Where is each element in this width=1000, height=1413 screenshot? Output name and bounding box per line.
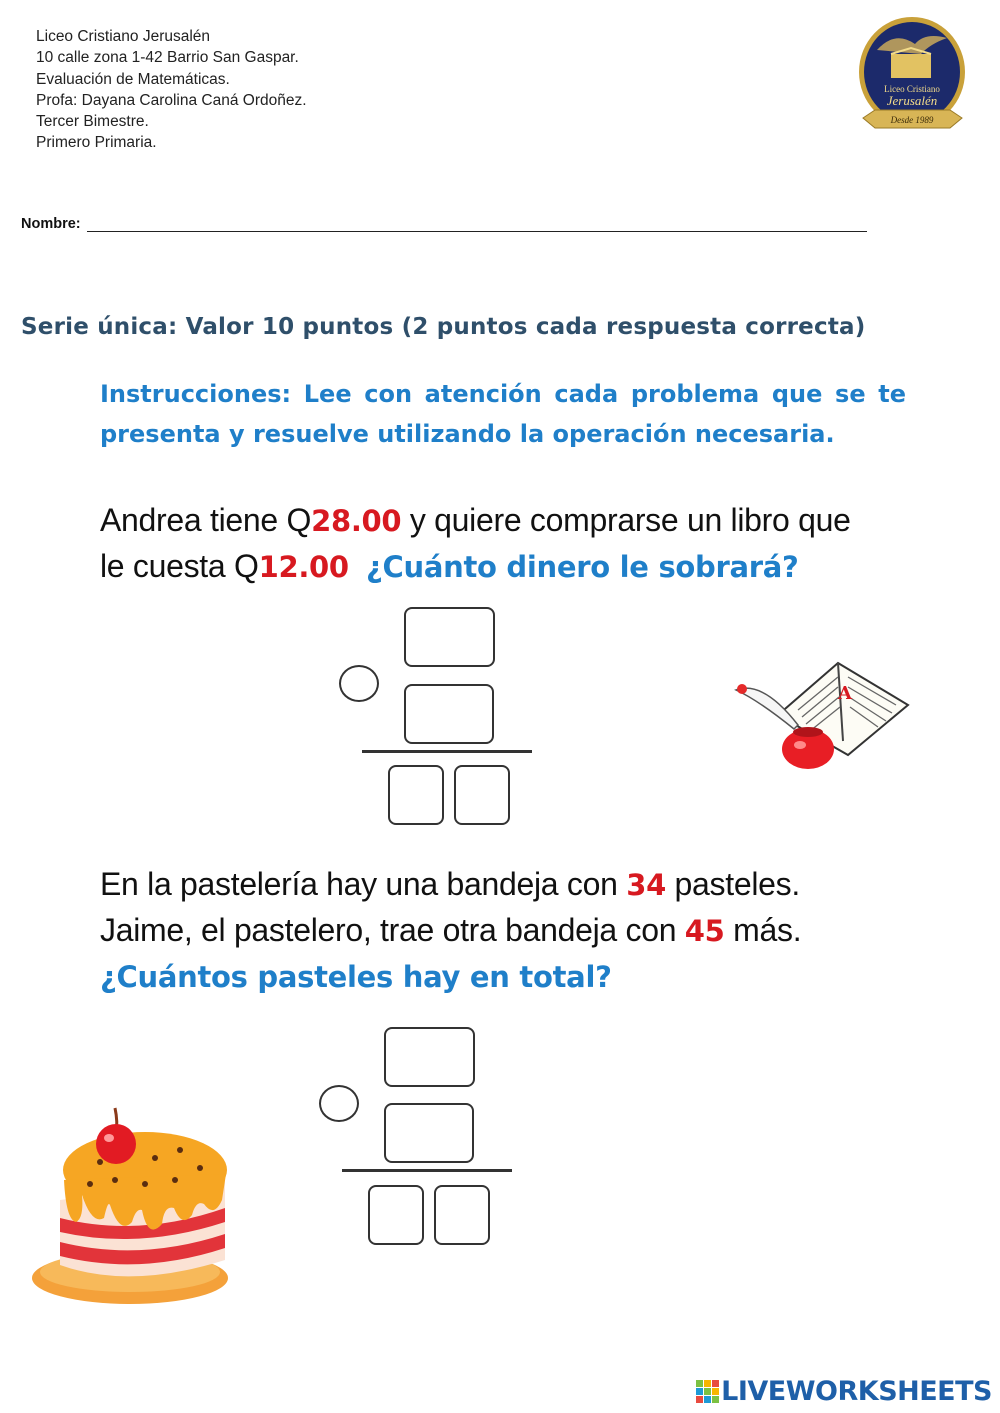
- problem-1-amount-1: 28.00: [311, 504, 402, 538]
- operation-line-1: [362, 750, 532, 753]
- header-line-evaluation: Evaluación de Matemáticas.: [36, 70, 230, 88]
- school-logo: [855, 10, 970, 145]
- problem-1-question: ¿Cuánto dinero le sobrará?: [365, 550, 799, 584]
- problem-2-line-1: En la pastelería hay una bandeja con 34 pasteles.: [100, 866, 800, 902]
- problem-2: [100, 862, 801, 1000]
- school-header: [36, 26, 307, 154]
- book-quill-icon: [728, 655, 910, 777]
- problem-2-amount-2: 45: [684, 914, 725, 948]
- problem-1-line-2: le cuesta Q12.00 ¿Cuánto dinero le sobrará?: [100, 548, 799, 584]
- logo-name-text: Liceo Cristiano: [884, 84, 940, 94]
- result-box-2-units[interactable]: [434, 1185, 490, 1245]
- liveworksheets-brand: LIVEWORKSHEETS: [721, 1376, 992, 1407]
- header-line-grade: Primero Primaria.: [36, 134, 157, 152]
- answer-box-1b[interactable]: [404, 684, 494, 744]
- name-label: Nombre:: [21, 216, 81, 232]
- logo-name2-text: Jerusalén: [886, 93, 938, 108]
- result-box-1-units[interactable]: [454, 765, 510, 825]
- header-line-address: 10 calle zona 1-42 Barrio San Gaspar.: [36, 49, 299, 67]
- problem-2-line-2: Jaime, el pastelero, trae otra bandeja con 45 más.: [100, 912, 802, 948]
- answer-box-2b[interactable]: [384, 1103, 474, 1163]
- logo-since-text: Desde 1989: [890, 115, 934, 125]
- answer-box-2a[interactable]: [384, 1027, 475, 1087]
- section-title: Serie única: Valor 10 puntos (2 puntos cada respuesta correcta): [21, 314, 866, 340]
- operation-line-2: [342, 1169, 512, 1172]
- svg-text:A: A: [838, 683, 852, 704]
- operator-circle-1[interactable]: [339, 665, 379, 702]
- problem-1-amount-2: 12.00: [258, 550, 349, 584]
- problem-1: [100, 498, 851, 590]
- result-box-1-tens[interactable]: [388, 765, 444, 825]
- problem-1-line-1: Andrea tiene Q28.00 y quiere comprarse un libro que: [100, 502, 851, 538]
- liveworksheets-footer: [695, 1376, 992, 1407]
- problem-2-question: ¿Cuántos pasteles hay en total?: [100, 960, 612, 994]
- operator-circle-2[interactable]: [319, 1085, 359, 1122]
- cake-icon: [30, 1100, 235, 1310]
- problem-2-amount-1: 34: [626, 868, 666, 902]
- liveworksheets-icon: [695, 1379, 721, 1405]
- header-line-term: Tercer Bimestre.: [36, 113, 149, 131]
- name-field-row: [21, 216, 867, 232]
- header-line-teacher: Profa: Dayana Carolina Caná Ordoñez.: [36, 91, 307, 109]
- result-box-2-tens[interactable]: [368, 1185, 424, 1245]
- header-line-school: Liceo Cristiano Jerusalén: [36, 28, 211, 45]
- instructions: Instrucciones: Lee con atención cada problema que se te presenta y resuelve utilizando la operación necesaria.: [100, 380, 906, 448]
- name-blank-line[interactable]: [87, 217, 867, 232]
- problem-2-line-3: [100, 954, 801, 1000]
- answer-box-1a[interactable]: [404, 607, 495, 667]
